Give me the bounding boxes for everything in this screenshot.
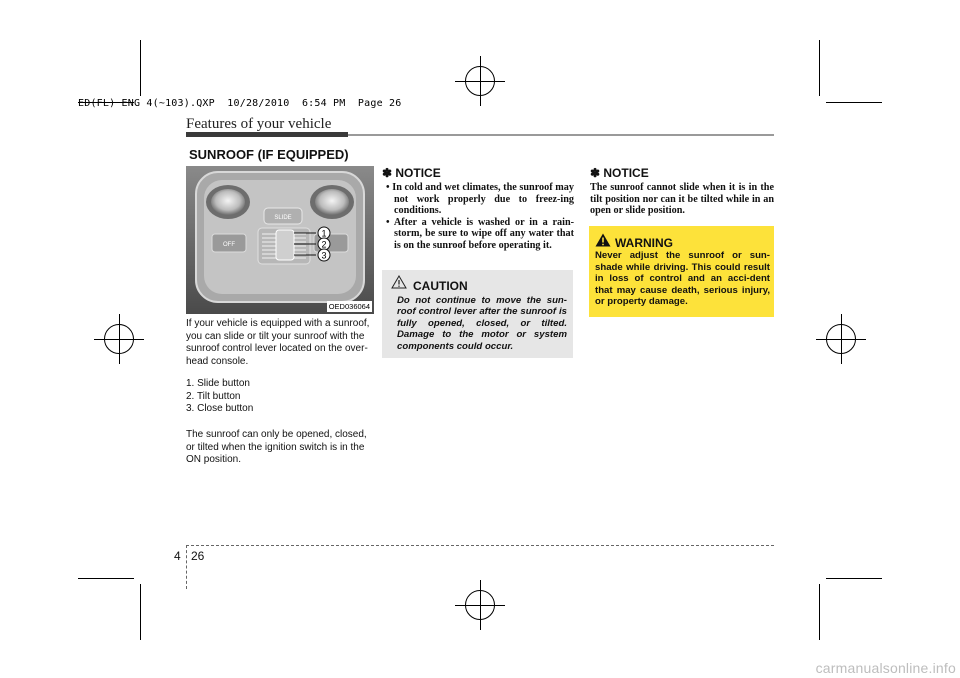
list-item: 1. Slide button [186,378,250,389]
list-item: 2. Tilt button [186,390,241,402]
list-item: • In cold and wet climates, the sunroof may not work properly due to freez-ing conditions. [386,182,574,217]
sunroof-intro: If your vehicle is equipped with a sunroof, you can slide or tilt your sunroof with the sunroof control lever located on the over-head console. [186,318,370,367]
notice-block-1 [382,166,574,252]
print-slug: ED(FL) ENG 4(~103).QXP 10/28/2010 6:54 PM Page 26 [78,98,402,109]
overhead-console-illustration [186,166,374,314]
ignition-note: The sunroof can only be opened, closed, or tilted when the ignition switch is in the ON position. [186,429,367,465]
figure-code: OED036064 [328,302,370,311]
crop-mark [826,102,882,103]
crop-mark [140,584,141,640]
watermark: carmanualsonline.info [815,660,956,676]
footer-rule [186,545,774,546]
slide-button-label: SLIDE [274,215,292,221]
caution-text: Do not continue to move the sun-roof control lever after the sunroof is fully opened, closed, or tilted. Damage to the motor or system components could occur. [397,295,567,352]
notice-bullet-list [382,182,574,252]
crop-mark [78,578,134,579]
notice-icon: ✽ [590,166,604,180]
warning-triangle-icon [595,233,611,247]
crop-mark [140,40,141,96]
list-item: 3. Close button [186,403,254,414]
warning-text: Never adjust the sunroof or sun-shade while driving. This could result in loss of control and an acci-dent that may cause death, serious injury, or property damage. [595,250,770,308]
callout-1: 1 [321,228,327,239]
warning-box [589,226,774,317]
chapter-header-title: Features of your vehicle [186,116,332,132]
header-rule [348,134,774,136]
caution-box [382,270,573,358]
callout-2: 2 [321,239,327,250]
overhead-console-photo [186,166,374,314]
chapter-number: 4 [174,549,181,563]
list-item: • After a vehicle is washed or in a rain-storm, be sure to wipe off any water that is on the sunroof before operating it. [386,216,574,251]
footer-divider [186,545,188,589]
page-number: 26 [191,549,205,563]
notice-heading: ✽ NOTICE [382,166,441,180]
notice-icon: ✽ [382,166,396,180]
crop-mark [819,40,820,96]
notice-text: The sunroof cannot slide when it is in the tilt position nor can it be tilted while in an open or slide position. [590,182,774,217]
section-title: SUNROOF (IF EQUIPPED) [189,147,349,162]
notice-block-2 [590,166,774,217]
crop-mark [826,578,882,579]
warning-title: WARNING [615,236,673,250]
crop-mark [819,584,820,640]
notice-heading: ✽ NOTICE [590,166,649,180]
caution-title: CAUTION [413,279,468,293]
button-list [186,378,374,416]
header-bar [186,132,348,137]
off-button-label: OFF [223,242,235,248]
callout-3: 3 [321,250,327,261]
caution-triangle-icon [391,275,407,289]
